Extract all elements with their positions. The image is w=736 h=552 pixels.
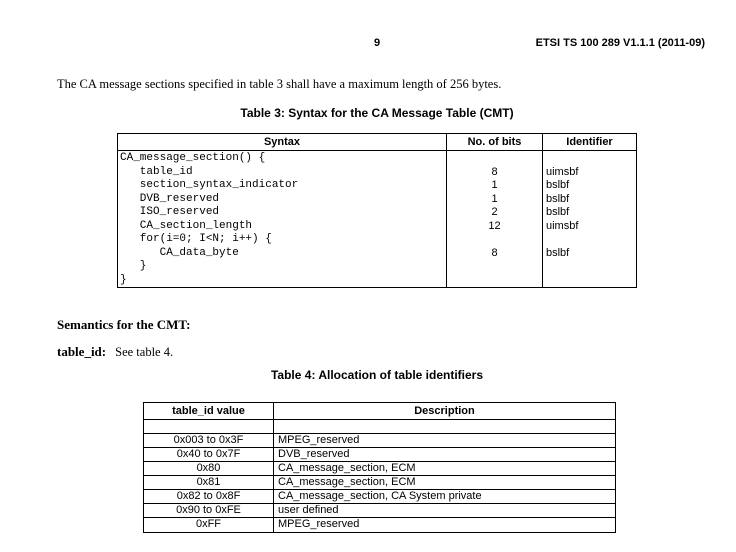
- identifier-value: [543, 152, 636, 166]
- tableid-term: table_id:: [57, 344, 107, 359]
- description-cell: [274, 420, 615, 433]
- description-cell: MPEG_reserved: [278, 434, 360, 446]
- syntax-line: CA_message_section() {: [120, 152, 266, 164]
- table4-header-row: [144, 403, 615, 420]
- table3-syntax-cmt: [117, 133, 637, 288]
- syntax-line: table_id: [120, 165, 193, 178]
- table-row: [144, 490, 615, 504]
- syntax-line: for(i=0; I<N; i++) {: [120, 233, 272, 245]
- identifier-value: bslbf: [546, 206, 570, 218]
- bits-value: 8: [491, 165, 498, 178]
- identifier-value: [543, 274, 636, 288]
- table3-syntax-column: [118, 151, 447, 287]
- description-cell: CA_message_section, CA System private: [278, 490, 482, 502]
- table3-syntax-header: Syntax: [118, 134, 447, 150]
- identifier-value: bslbf: [546, 192, 570, 205]
- tableid-value-cell: 0xFF: [144, 518, 274, 532]
- identifier-value: bslbf: [546, 246, 570, 259]
- semantics-heading: Semantics for the CMT:: [57, 317, 191, 332]
- identifier-value: [543, 260, 636, 274]
- bits-value: 1: [491, 192, 498, 205]
- page-number: 9: [373, 37, 381, 49]
- tableid-definition-text: See table 4.: [115, 345, 174, 359]
- tableid-value-cell: 0x80: [144, 462, 274, 475]
- tableid-value-cell: 0x003 to 0x3F: [144, 434, 274, 447]
- table4-allocation: [143, 402, 616, 533]
- description-cell: CA_message_section, ECM: [278, 462, 416, 474]
- table3-bits-header: No. of bits: [447, 134, 543, 150]
- table4-description-header: Description: [414, 405, 475, 417]
- bits-value: 12: [488, 219, 501, 232]
- identifier-value: uimsbf: [546, 219, 579, 232]
- syntax-line: }: [120, 273, 127, 286]
- table3-title: Table 3: Syntax for the CA Message Table (CMT): [240, 106, 514, 120]
- syntax-line: }: [120, 260, 147, 272]
- bits-value: [447, 274, 542, 288]
- tableid-value-cell: 0x90 to 0xFE: [144, 504, 274, 517]
- table3-bits-column: [447, 151, 543, 287]
- table-row: [144, 518, 615, 532]
- table3-identifier-column: [543, 151, 636, 287]
- bits-value: 2: [491, 206, 498, 218]
- syntax-line: CA_section_length: [120, 219, 253, 232]
- description-cell: CA_message_section, ECM: [278, 476, 416, 488]
- bits-value: 1: [491, 179, 498, 191]
- tableid-value-cell: [144, 420, 274, 433]
- table-row: [144, 504, 615, 518]
- syntax-line: CA_data_byte: [120, 246, 239, 259]
- tableid-definition: [57, 344, 173, 360]
- syntax-line: ISO_reserved: [120, 206, 220, 218]
- bits-value: [447, 152, 542, 166]
- tableid-value-cell: 0x40 to 0x7F: [144, 448, 274, 461]
- table3-identifier-header: Identifier: [566, 136, 613, 148]
- bits-value: [447, 260, 542, 274]
- tableid-value-cell: 0x81: [144, 476, 274, 489]
- description-cell: user defined: [278, 504, 339, 516]
- syntax-line: DVB_reserved: [120, 192, 220, 205]
- table-row: [144, 462, 615, 476]
- table-row: [144, 420, 615, 434]
- intro-paragraph: The CA message sections specified in table 3 shall have a maximum length of 256 bytes.: [57, 77, 502, 91]
- table4-tableid-header: table_id value: [144, 403, 274, 419]
- bits-value: 8: [491, 246, 498, 259]
- description-cell: DVB_reserved: [278, 448, 350, 460]
- bits-value: [447, 233, 542, 247]
- table4-title: Table 4: Allocation of table identifiers: [270, 368, 484, 382]
- table-row: [144, 448, 615, 462]
- document-reference: ETSI TS 100 289 V1.1.1 (2011-09): [535, 37, 705, 49]
- tableid-value-cell: 0x82 to 0x8F: [144, 490, 274, 503]
- table3-header-row: [118, 134, 636, 151]
- syntax-line: section_syntax_indicator: [120, 179, 299, 191]
- table-row: [144, 476, 615, 490]
- page-header: [57, 37, 705, 51]
- identifier-value: [543, 233, 636, 247]
- table-row: [144, 434, 615, 448]
- table3-body: [118, 151, 636, 287]
- identifier-value: uimsbf: [546, 165, 579, 178]
- identifier-value: bslbf: [546, 179, 570, 191]
- description-cell: MPEG_reserved: [278, 518, 360, 530]
